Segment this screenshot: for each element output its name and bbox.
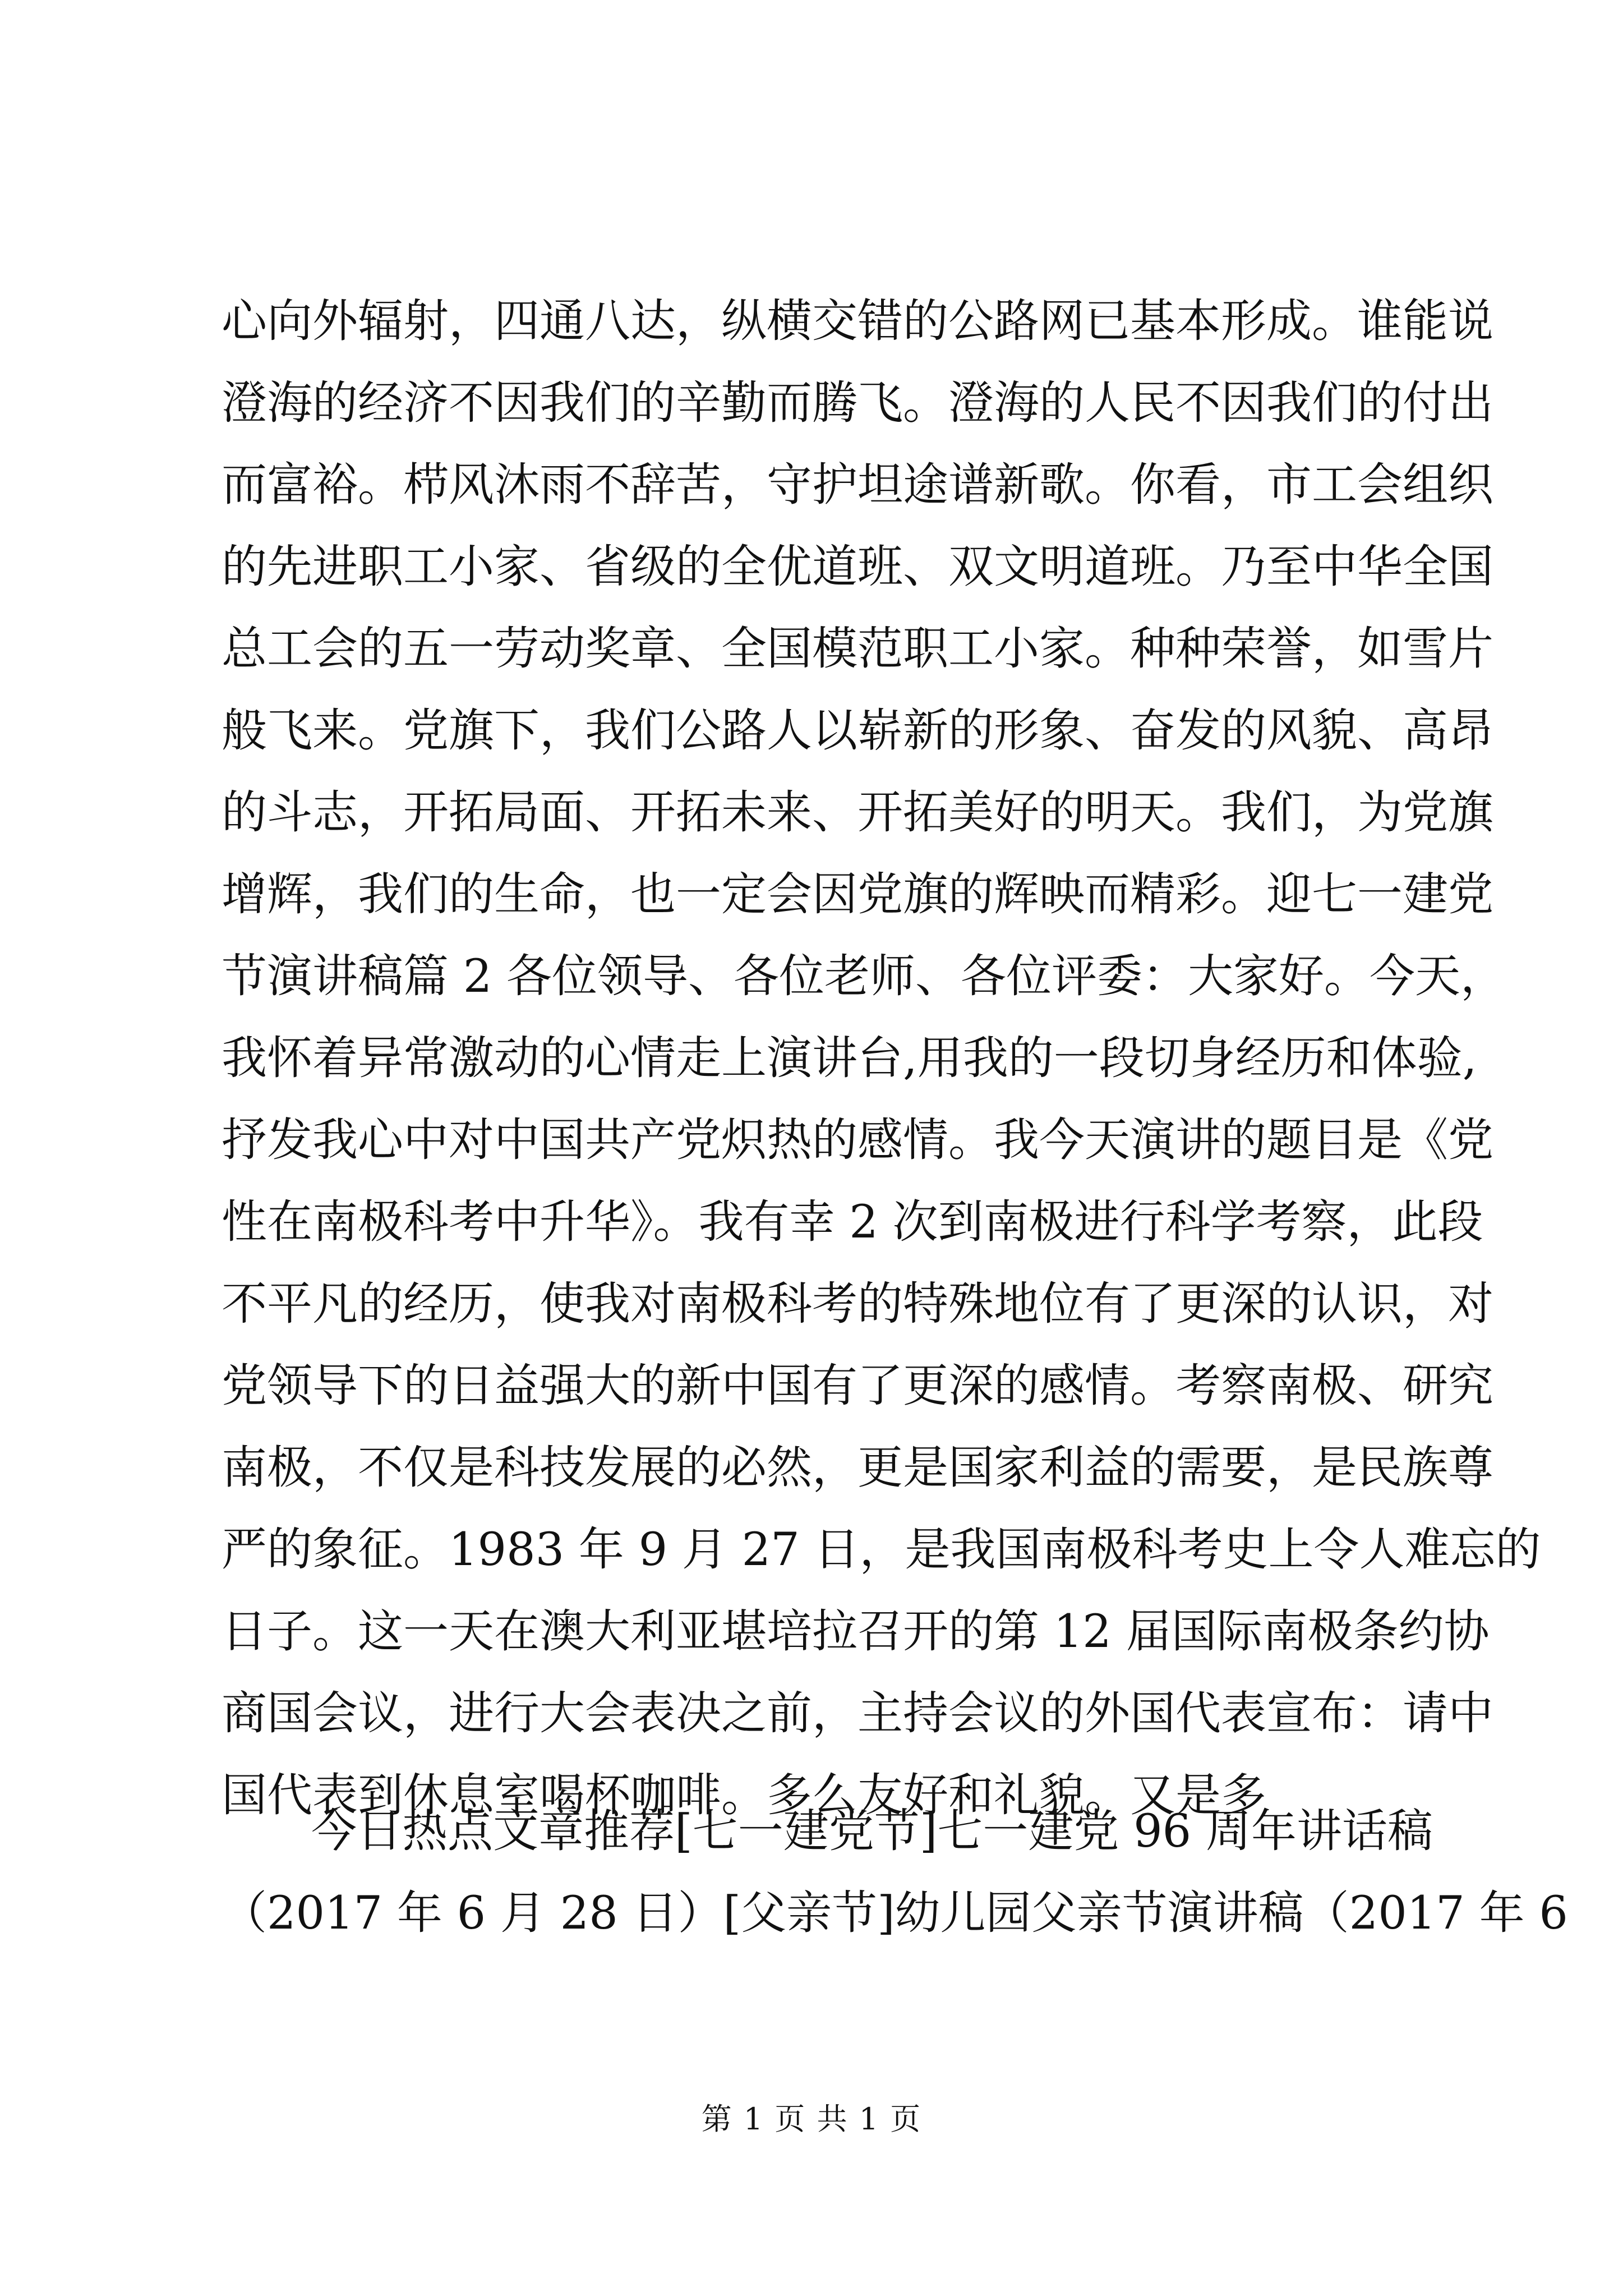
text-line: 国代表到休息室喝杯咖啡。多么友好和礼貌。又是多: [222, 1769, 1267, 1822]
text-line: 严的象征。1983 年 9 月 27 日，是我国南极科考史上令人难忘的: [222, 1524, 1541, 1576]
text-line: 党领导下的日益强大的新中国有了更深的感情。考察南极、研究: [222, 1360, 1494, 1412]
text-line: 商国会议，进行大会表决之前，主持会议的外国代表宣布：请中: [222, 1687, 1494, 1740]
text-line: 总工会的五一劳动奖章、全国模范职工小家。种种荣誉，如雪片: [222, 623, 1494, 675]
text-line: 心向外辐射，四通八达，纵横交错的公路网已基本形成。谁能说: [222, 295, 1494, 348]
text-line: 日子。这一天在澳大利亚堪培拉召开的第 12 届国际南极条约协: [222, 1605, 1490, 1658]
text-line: 的斗志，开拓局面、开拓未来、开拓美好的明天。我们，为党旗: [222, 786, 1494, 839]
text-line: 而富裕。栉风沐雨不辞苦，守护坦途谱新歌。你看，市工会组织: [222, 459, 1494, 512]
recommend-line: 今日热点文章推荐[七一建党节]七一建党 96 周年讲话稿: [311, 1805, 1433, 1858]
recommend-line: （2017 年 6 月 28 日）[父亲节]幼儿园父亲节演讲稿（2017 年 6: [222, 1887, 1568, 1940]
text-line: 般飞来。党旗下，我们公路人以崭新的形象、奋发的风貌、高昂: [222, 705, 1494, 757]
text-line: 南极，不仅是科技发展的必然，更是国家利益的需要，是民族尊: [222, 1442, 1494, 1494]
text-line: 增辉，我们的生命，也一定会因党旗的辉映而精彩。迎七一建党: [222, 868, 1494, 921]
text-line: 不平凡的经历，使我对南极科考的特殊地位有了更深的认识，对: [222, 1278, 1494, 1331]
text-line: 的先进职工小家、省级的全优道班、双文明道班。乃至中华全国: [222, 541, 1494, 593]
recommended-articles: [222, 1791, 1568, 1954]
text-line: 性在南极科考中升华》。我有幸 2 次到南极进行科学考察，此段: [222, 1196, 1483, 1249]
page-footer: 第 1 页 共 1 页: [701, 2101, 922, 2137]
text-line: 我怀着异常激动的心情走上演讲台,用我的一段切身经历和体验,: [222, 1032, 1477, 1085]
text-line: 澄海的经济不因我们的辛勤而腾飞。澄海的人民不因我们的付出: [222, 377, 1494, 430]
text-line: 抒发我心中对中国共产党炽热的感情。我今天演讲的题目是《党: [222, 1114, 1494, 1167]
body-text: [222, 280, 1541, 1837]
text-line: 节演讲稿篇 2 各位领导、各位老师、各位评委：大家好。今天，: [222, 950, 1506, 1003]
